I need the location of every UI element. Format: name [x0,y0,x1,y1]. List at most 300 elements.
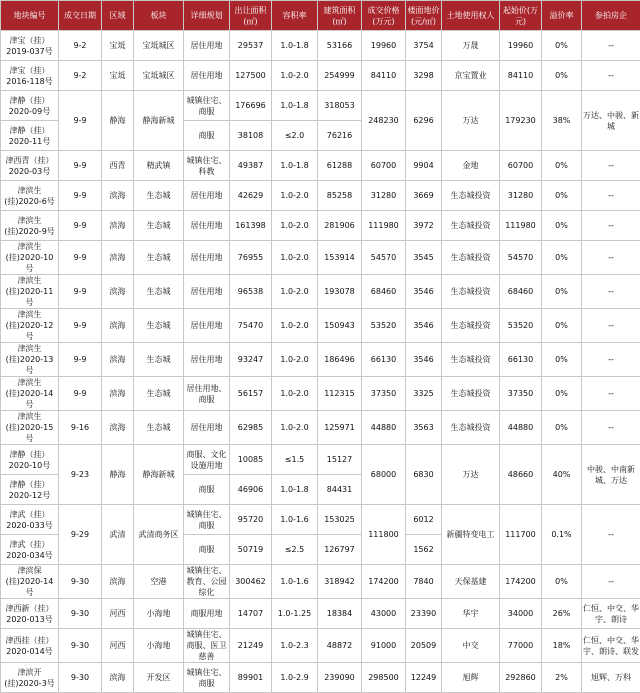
floor-area: 186496 [318,343,362,377]
land-owner: 生态城投资 [442,275,500,309]
bidders: -- [582,31,640,61]
land-area: 49387 [230,151,272,181]
land-owner: 旭辉 [442,663,500,693]
plot-id: 津滨保(挂)2020-14号 [1,565,59,599]
floor-price: 20509 [406,629,442,663]
floor-price: 9904 [406,151,442,181]
bidders: -- [582,309,640,343]
premium-rate: 0% [542,181,582,211]
floor-area: 153914 [318,241,362,275]
start-price: 111980 [500,211,542,241]
header-land-owner: 土地使用权人 [442,1,500,31]
zone: 静海新城 [134,445,184,505]
bidders: -- [582,411,640,445]
plot-ratio: ≤2.5 [272,535,318,565]
deal-date: 9-9 [59,91,102,151]
bidders: -- [582,275,640,309]
start-price: 54570 [500,241,542,275]
plot-ratio: 1.0-1.8 [272,475,318,505]
planning: 商服 [184,475,230,505]
planning: 城镇住宅、商服、医卫慈善 [184,629,230,663]
zone: 生态城 [134,241,184,275]
land-owner: 生态城投资 [442,211,500,241]
floor-price: 3669 [406,181,442,211]
deal-price: 44880 [362,411,406,445]
floor-area: 193078 [318,275,362,309]
deal-date: 9-30 [59,629,102,663]
deal-price: 19960 [362,31,406,61]
deal-price: 37350 [362,377,406,411]
plot-id: 津滨生(挂)2020-9号 [1,211,59,241]
district: 滨海 [102,211,134,241]
deal-price: 31280 [362,181,406,211]
floor-price: 23390 [406,599,442,629]
plot-id: 津滨生(挂)2020-11号 [1,275,59,309]
table-row [1,343,640,377]
land-owner: 万晟 [442,31,500,61]
floor-area: 318942 [318,565,362,599]
premium-rate: 0% [542,241,582,275]
premium-rate: 0% [542,61,582,91]
bidders: -- [582,343,640,377]
bidders: -- [582,211,640,241]
plot-id: 津静（挂）2020-11号 [1,121,59,151]
deal-price: 43000 [362,599,406,629]
start-price: 174200 [500,565,542,599]
land-area: 56157 [230,377,272,411]
floor-area: 48872 [318,629,362,663]
plot-id: 津滨生(挂)2020-12号 [1,309,59,343]
floor-area: 112315 [318,377,362,411]
deal-price: 111980 [362,211,406,241]
land-area: 10085 [230,445,272,475]
plot-id: 津西青（挂）2020-03号 [1,151,59,181]
table-row [1,211,640,241]
plot-id: 津滨生(挂)2020-13号 [1,343,59,377]
zone: 生态城 [134,309,184,343]
zone: 生态城 [134,377,184,411]
planning: 居住用地 [184,343,230,377]
header-zone: 板块 [134,1,184,31]
planning: 居住用地 [184,211,230,241]
deal-date: 9-9 [59,151,102,181]
district: 滨海 [102,377,134,411]
plot-id: 津滨生(挂)2020-14号 [1,377,59,411]
plot-ratio: 1.0-2.0 [272,241,318,275]
deal-date: 9-29 [59,505,102,565]
plot-id: 津静（挂）2020-12号 [1,475,59,505]
bidders: -- [582,565,640,599]
start-price: 53520 [500,309,542,343]
land-area: 38108 [230,121,272,151]
table-row [1,61,640,91]
header-plot-id: 地块编号 [1,1,59,31]
deal-date: 9-9 [59,275,102,309]
table-row [1,565,640,599]
table-row [1,91,640,121]
table-row [1,31,640,61]
header-bidders: 参拍房企 [582,1,640,31]
floor-price: 3546 [406,275,442,309]
zone: 静海新城 [134,91,184,151]
district: 静海 [102,445,134,505]
district: 河西 [102,629,134,663]
land-area: 50719 [230,535,272,565]
header-start-price: 起始价(万元) [500,1,542,31]
start-price: 179230 [500,91,542,151]
premium-rate: 0% [542,211,582,241]
planning: 居住用地 [184,61,230,91]
floor-area: 153025 [318,505,362,535]
table-row [1,151,640,181]
land-owner: 生态城投资 [442,181,500,211]
plot-id: 津滨开(挂)2020-3号 [1,663,59,693]
bidders: -- [582,151,640,181]
plot-id: 津静（挂）2020-10号 [1,445,59,475]
district: 西青 [102,151,134,181]
district: 滨海 [102,181,134,211]
deal-date: 9-9 [59,181,102,211]
land-owner: 生态城投资 [442,343,500,377]
deal-date: 9-9 [59,343,102,377]
premium-rate: 40% [542,445,582,505]
deal-price: 174200 [362,565,406,599]
table-row [1,505,640,535]
bidders: -- [582,241,640,275]
floor-price: 3546 [406,343,442,377]
plot-id: 津武（挂）2020-033号 [1,505,59,535]
deal-price: 111800 [362,505,406,565]
plot-id: 津西挂（挂）2020-014号 [1,629,59,663]
header-row [1,1,640,31]
plot-ratio: ≤1.5 [272,445,318,475]
land-area: 76955 [230,241,272,275]
start-price: 48660 [500,445,542,505]
deal-price: 248230 [362,91,406,151]
deal-price: 68000 [362,445,406,505]
header-deal-price: 成交价格(万元) [362,1,406,31]
plot-ratio: 1.0-1.8 [272,151,318,181]
plot-ratio: 1.0-1.8 [272,91,318,121]
zone: 生态城 [134,181,184,211]
land-owner: 天保基建 [442,565,500,599]
land-area: 21249 [230,629,272,663]
floor-price: 6830 [406,445,442,505]
floor-area: 76216 [318,121,362,151]
plot-ratio: 1.0-2.0 [272,411,318,445]
plot-ratio: 1.0-2.0 [272,377,318,411]
planning: 居住用地、商服 [184,377,230,411]
header-planning: 详细规划 [184,1,230,31]
deal-price: 53520 [362,309,406,343]
land-area: 176696 [230,91,272,121]
start-price: 84110 [500,61,542,91]
table-row [1,411,640,445]
planning: 居住用地 [184,309,230,343]
district: 滨海 [102,343,134,377]
district: 武清 [102,505,134,565]
district: 静海 [102,91,134,151]
deal-date: 9-30 [59,663,102,693]
land-area: 62985 [230,411,272,445]
plot-ratio: 1.0-1.25 [272,599,318,629]
floor-price: 3298 [406,61,442,91]
plot-ratio: 1.0-2.0 [272,309,318,343]
planning: 城镇住宅、教育、公园综化 [184,565,230,599]
land-area: 89901 [230,663,272,693]
zone: 武清商务区 [134,505,184,565]
zone: 开发区 [134,663,184,693]
plot-ratio: 1.0-2.0 [272,61,318,91]
premium-rate: 38% [542,91,582,151]
land-owner: 生态城投资 [442,377,500,411]
land-area: 29537 [230,31,272,61]
planning: 居住用地 [184,411,230,445]
table-row [1,445,640,475]
planning: 居住用地 [184,241,230,275]
plot-id: 津宝（挂）2019-037号 [1,31,59,61]
premium-rate: 0% [542,343,582,377]
district: 滨海 [102,241,134,275]
floor-area: 125971 [318,411,362,445]
district: 滨海 [102,411,134,445]
deal-price: 60700 [362,151,406,181]
table-row [1,181,640,211]
floor-price: 7840 [406,565,442,599]
deal-price: 84110 [362,61,406,91]
deal-date: 9-30 [59,565,102,599]
premium-rate: 0% [542,411,582,445]
district: 宝坻 [102,31,134,61]
bidders: 仁恒、中交、华宇、朗诗 [582,599,640,629]
bidders: 万达、中骏、新城 [582,91,640,151]
premium-rate: 0.1% [542,505,582,565]
zone: 生态城 [134,211,184,241]
start-price: 292860 [500,663,542,693]
floor-price: 6296 [406,91,442,151]
floor-area: 254999 [318,61,362,91]
floor-price: 12249 [406,663,442,693]
start-price: 66130 [500,343,542,377]
land-owner: 生态城投资 [442,241,500,275]
premium-rate: 0% [542,309,582,343]
deal-price: 91000 [362,629,406,663]
district: 滨海 [102,275,134,309]
floor-price: 3546 [406,309,442,343]
table-row [1,377,640,411]
premium-rate: 0% [542,275,582,309]
start-price: 60700 [500,151,542,181]
premium-rate: 0% [542,565,582,599]
plot-ratio: 1.0-2.9 [272,663,318,693]
deal-price: 298500 [362,663,406,693]
start-price: 111700 [500,505,542,565]
land-area: 96538 [230,275,272,309]
deal-price: 68460 [362,275,406,309]
district: 宝坻 [102,61,134,91]
start-price: 68460 [500,275,542,309]
plot-id: 津西新（挂）2020-013号 [1,599,59,629]
planning: 居住用地 [184,31,230,61]
land-area: 93247 [230,343,272,377]
deal-date: 9-16 [59,411,102,445]
zone: 小海地 [134,599,184,629]
floor-area: 126797 [318,535,362,565]
floor-price: 6012 [406,505,442,535]
floor-area: 15127 [318,445,362,475]
start-price: 37350 [500,377,542,411]
land-area: 42629 [230,181,272,211]
deal-date: 9-2 [59,61,102,91]
zone: 生态城 [134,343,184,377]
land-area: 46906 [230,475,272,505]
planning: 城镇住宅、商服 [184,663,230,693]
land-area: 95720 [230,505,272,535]
premium-rate: 2% [542,663,582,693]
land-owner: 生态城投资 [442,411,500,445]
plot-ratio: 1.0-2.0 [272,275,318,309]
land-owner: 金地 [442,151,500,181]
plot-id: 津滨生(挂)2020-6号 [1,181,59,211]
header-plot-ratio: 容积率 [272,1,318,31]
zone: 宝坻城区 [134,31,184,61]
header-floor-price: 楼面地价(元/㎡) [406,1,442,31]
zone: 精武镇 [134,151,184,181]
district: 滨海 [102,565,134,599]
start-price: 44880 [500,411,542,445]
district: 滨海 [102,309,134,343]
deal-date: 9-9 [59,377,102,411]
deal-date: 9-23 [59,445,102,505]
planning: 城镇住宅、商服 [184,91,230,121]
floor-area: 18384 [318,599,362,629]
planning: 商服、文化设施用地 [184,445,230,475]
bidders: -- [582,61,640,91]
district: 河西 [102,599,134,629]
land-area: 161398 [230,211,272,241]
deal-date: 9-2 [59,31,102,61]
land-owner: 万达 [442,445,500,505]
premium-rate: 0% [542,31,582,61]
header-premium-rate: 溢价率 [542,1,582,31]
floor-area: 318053 [318,91,362,121]
header-land-area: 出让面积(㎡) [230,1,272,31]
floor-price: 3563 [406,411,442,445]
land-owner: 京宝置业 [442,61,500,91]
floor-price: 3325 [406,377,442,411]
plot-id: 津宝（挂）2016-118号 [1,61,59,91]
zone: 宝坻城区 [134,61,184,91]
land-owner: 生态城投资 [442,309,500,343]
premium-rate: 26% [542,599,582,629]
planning: 居住用地 [184,275,230,309]
floor-area: 281906 [318,211,362,241]
plot-id: 津武（挂）2020-034号 [1,535,59,565]
table-row [1,241,640,275]
header-district: 区域 [102,1,134,31]
table-row [1,629,640,663]
premium-rate: 0% [542,151,582,181]
plot-ratio: 1.0-1.8 [272,31,318,61]
plot-ratio: 1.0-2.3 [272,629,318,663]
land-owner: 中交 [442,629,500,663]
bidders: 仁恒、中交、华宇、朗诗、联发 [582,629,640,663]
deal-price: 66130 [362,343,406,377]
header-floor-area: 建筑面积(㎡) [318,1,362,31]
deal-price: 54570 [362,241,406,275]
floor-area: 53166 [318,31,362,61]
land-owner: 华宇 [442,599,500,629]
bidders: 旭辉、万科 [582,663,640,693]
start-price: 77000 [500,629,542,663]
floor-area: 84431 [318,475,362,505]
table-row [1,663,640,693]
start-price: 31280 [500,181,542,211]
premium-rate: 18% [542,629,582,663]
plot-ratio: 1.0-2.0 [272,211,318,241]
planning: 城镇住宅、商服 [184,505,230,535]
plot-ratio: 1.0-2.0 [272,343,318,377]
planning: 城镇住宅、科教 [184,151,230,181]
plot-ratio: 1.0-1.6 [272,565,318,599]
plot-id: 津滨生(挂)2020-10号 [1,241,59,275]
bidders: -- [582,377,640,411]
deal-date: 9-9 [59,241,102,275]
floor-price: 3754 [406,31,442,61]
plot-ratio: 1.0-2.0 [272,181,318,211]
zone: 小海地 [134,629,184,663]
table-row [1,275,640,309]
zone: 生态城 [134,275,184,309]
floor-area: 61288 [318,151,362,181]
floor-price: 3972 [406,211,442,241]
floor-price: 3545 [406,241,442,275]
land-area: 14707 [230,599,272,629]
planning: 居住用地 [184,181,230,211]
land-owner: 万达 [442,91,500,151]
deal-date: 9-30 [59,599,102,629]
bidders: -- [582,181,640,211]
planning: 商服 [184,535,230,565]
table-row [1,309,640,343]
header-deal-date: 成交日期 [59,1,102,31]
plot-id: 津滨生(挂)2020-15号 [1,411,59,445]
plot-id: 津静（挂）2020-09号 [1,91,59,121]
table-row [1,599,640,629]
district: 滨海 [102,663,134,693]
floor-area: 85258 [318,181,362,211]
deal-date: 9-9 [59,211,102,241]
bidders: -- [582,505,640,565]
land-area: 75470 [230,309,272,343]
floor-price: 1562 [406,535,442,565]
floor-area: 239090 [318,663,362,693]
deal-date: 9-9 [59,309,102,343]
start-price: 19960 [500,31,542,61]
zone: 生态城 [134,411,184,445]
plot-ratio: ≤2.0 [272,121,318,151]
zone: 空港 [134,565,184,599]
start-price: 34000 [500,599,542,629]
floor-area: 150943 [318,309,362,343]
plot-ratio: 1.0-1.6 [272,505,318,535]
bidders: 中骏、中南新城、万达 [582,445,640,505]
land-area: 127500 [230,61,272,91]
premium-rate: 0% [542,377,582,411]
planning: 商服 [184,121,230,151]
land-owner: 新疆特变电工 [442,505,500,565]
planning: 商服用地 [184,599,230,629]
